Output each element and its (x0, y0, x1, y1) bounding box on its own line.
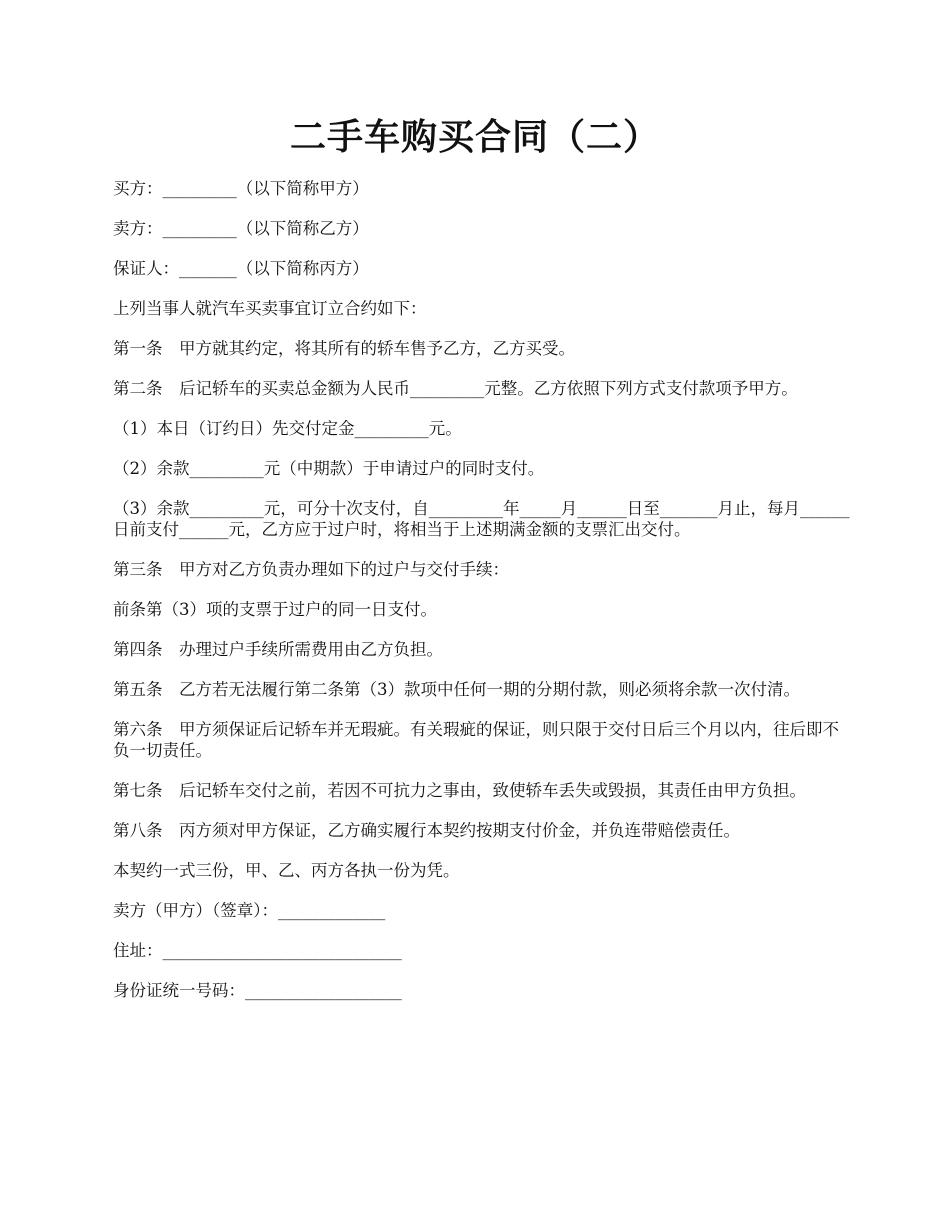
address-line: 住址：_____________________________ (113, 941, 402, 960)
seller-line: 卖方：_________（以下简称乙方） (113, 219, 369, 238)
article-3: 第三条 甲方对乙方负责办理如下的过户与交付手续： (113, 560, 509, 579)
payment-item-1: （1）本日（订约日）先交付定金_________元。 (113, 419, 462, 438)
article-4: 第四条 办理过户手续所需费用由乙方负担。 (113, 640, 443, 659)
guarantor-line: 保证人：_______（以下简称丙方） (113, 259, 369, 278)
article-7: 第七条 后记轿车交付之前，若因不可抗力之事由，致使轿车丢失或毁损，其责任由甲方负担。 (113, 781, 806, 800)
id-number-line: 身份证统一号码：___________________ (113, 981, 402, 1000)
document-body (113, 178, 853, 1020)
payment-item-3: （3）余款_________元，可分十次支付，自_________年_____月______日至_______月止，每月______日前支付______元，乙方应于过户时，将相当于上述期满金额的支票汇出交付。 (113, 499, 850, 539)
article-6: 第六条 甲方须保证后记轿车并无瑕疵。有关瑕疵的保证，则只限于交付日后三个月以内，往后即不负一切责任。 (113, 720, 839, 760)
article-1: 第一条 甲方就其约定，将其所有的轿车售予乙方，乙方买受。 (113, 339, 575, 358)
article-2: 第二条 后记轿车的买卖总金额为人民币_________元整。乙方依照下列方式支付款项予甲方。 (113, 379, 798, 398)
article-8: 第八条 丙方须对甲方保证，乙方确实履行本契约按期支付价金，并负连带赔偿责任。 (113, 821, 740, 840)
document-title: 二手车购买合同（二） (289, 116, 660, 158)
preamble: 上列当事人就汽车买卖事宜订立合约如下： (113, 299, 427, 318)
article-5: 第五条 乙方若无法履行第二条第（3）款项中任何一期的分期付款，则必须将余款一次付清。 (113, 680, 800, 699)
copies-clause: 本契约一式三份，甲、乙、丙方各执一份为凭。 (113, 861, 460, 880)
buyer-line: 买方：_________（以下简称甲方） (113, 179, 369, 198)
seller-signature-line: 卖方（甲方）（签章）：_____________ (113, 901, 386, 920)
payment-item-2: （2）余款_________元（中期款）于申请过户的同时支付。 (113, 459, 545, 478)
article-3-detail: 前条第（3）项的支票于过户的同一日支付。 (113, 600, 437, 619)
